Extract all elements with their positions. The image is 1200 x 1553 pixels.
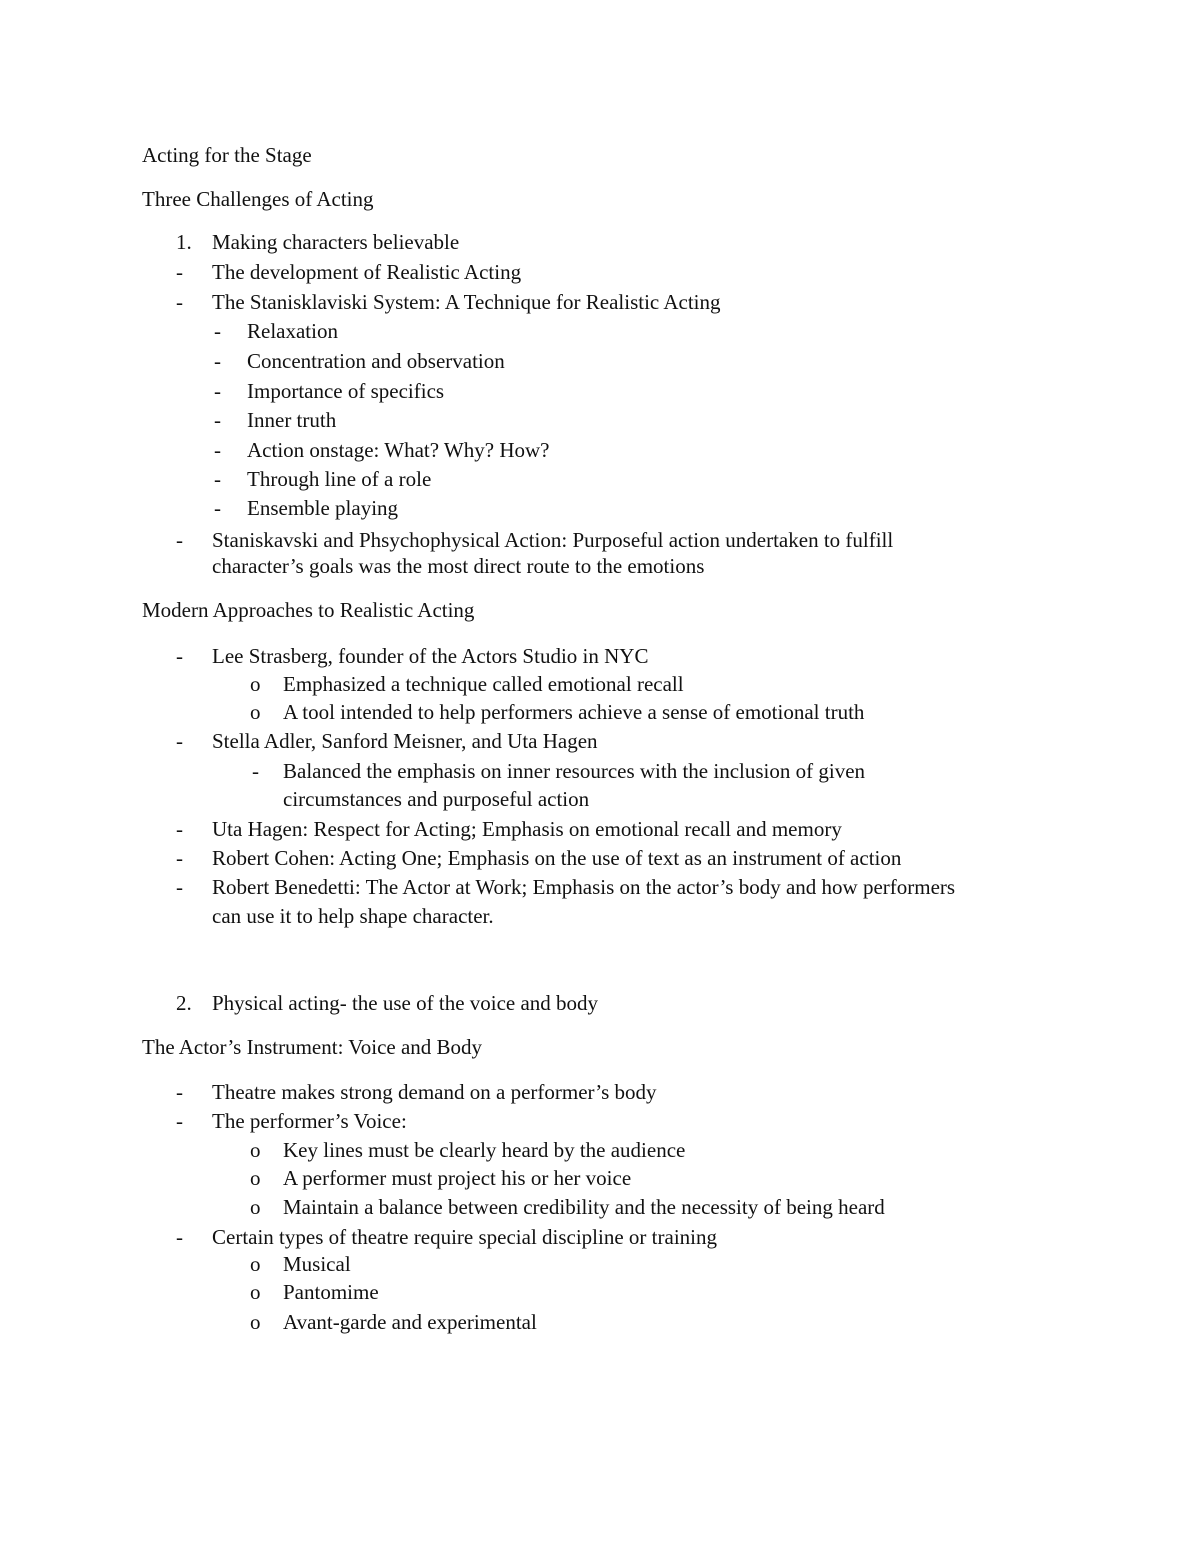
list-item: Balanced the emphasis on inner resources with the inclusion of given [283, 759, 866, 783]
circle-marker: o [250, 1280, 261, 1304]
dash-marker: - [214, 467, 221, 491]
list-item: Relaxation [247, 319, 338, 343]
dash-marker: - [214, 349, 221, 373]
list-item: Through line of a role [247, 467, 432, 491]
list-item: Certain types of theatre require special discipline or training [212, 1225, 717, 1249]
list-item: The Stanisklaviski System: A Technique for Realistic Acting [212, 290, 721, 314]
list-item-continuation: can use it to help shape character. [212, 904, 494, 928]
list-item: Theatre makes strong demand on a performer’s body [212, 1080, 657, 1104]
dash-marker: - [214, 438, 221, 462]
list-item: Key lines must be clearly heard by the audience [283, 1138, 686, 1162]
dash-marker: - [176, 260, 183, 284]
dash-marker: - [176, 875, 183, 899]
dash-marker: - [176, 1109, 183, 1133]
list-item: Emphasized a technique called emotional recall [283, 672, 684, 696]
list-item-continuation: character’s goals was the most direct route to the emotions [212, 554, 705, 578]
list-item: Staniskavski and Phsychophysical Action: Purposeful action undertaken to fulfill [212, 528, 894, 552]
dash-marker: - [176, 1225, 183, 1249]
dash-marker: - [252, 759, 259, 783]
document-title: Acting for the Stage [142, 143, 312, 167]
dash-marker: - [214, 408, 221, 432]
list-item: Inner truth [247, 408, 337, 432]
list-item: Stella Adler, Sanford Meisner, and Uta Hagen [212, 729, 598, 753]
dash-marker: - [176, 729, 183, 753]
list-item: Avant-garde and experimental [283, 1310, 537, 1334]
dash-marker: - [176, 290, 183, 314]
list-item: Physical acting- the use of the voice and body [212, 991, 599, 1015]
list-number: 1. [176, 230, 192, 254]
circle-marker: o [250, 1310, 261, 1334]
list-item: A performer must project his or her voice [283, 1166, 632, 1190]
list-item: Robert Cohen: Acting One; Emphasis on the use of text as an instrument of action [212, 846, 902, 870]
dash-marker: - [176, 1080, 183, 1104]
list-item: Lee Strasberg, founder of the Actors Studio in NYC [212, 644, 649, 668]
list-number: 2. [176, 991, 192, 1015]
dash-marker: - [214, 319, 221, 343]
list-item: Robert Benedetti: The Actor at Work; Emphasis on the actor’s body and how performers [212, 875, 956, 899]
dash-marker: - [214, 496, 221, 520]
list-item: The performer’s Voice: [212, 1109, 407, 1133]
circle-marker: o [250, 700, 261, 724]
dash-marker: - [176, 817, 183, 841]
section-heading: Three Challenges of Acting [142, 187, 374, 211]
circle-marker: o [250, 672, 261, 696]
section-heading: The Actor’s Instrument: Voice and Body [142, 1035, 483, 1059]
list-item: A tool intended to help performers achieve a sense of emotional truth [283, 700, 865, 724]
list-item: The development of Realistic Acting [212, 260, 522, 284]
list-item: Pantomime [283, 1280, 379, 1304]
list-item: Musical [283, 1252, 351, 1276]
list-item: Maintain a balance between credibility and the necessity of being heard [283, 1195, 885, 1219]
dash-marker: - [214, 379, 221, 403]
section-heading: Modern Approaches to Realistic Acting [142, 598, 475, 622]
dash-marker: - [176, 528, 183, 552]
circle-marker: o [250, 1252, 261, 1276]
circle-marker: o [250, 1195, 261, 1219]
list-item: Concentration and observation [247, 349, 505, 373]
dash-marker: - [176, 846, 183, 870]
dash-marker: - [176, 644, 183, 668]
circle-marker: o [250, 1138, 261, 1162]
list-item: Uta Hagen: Respect for Acting; Emphasis on emotional recall and memory [212, 817, 842, 841]
list-item: Making characters believable [212, 230, 460, 254]
list-item-continuation: circumstances and purposeful action [283, 787, 590, 811]
circle-marker: o [250, 1166, 261, 1190]
list-item: Ensemble playing [247, 496, 399, 520]
list-item: Importance of specifics [247, 379, 445, 403]
list-item: Action onstage: What? Why? How? [247, 438, 550, 462]
